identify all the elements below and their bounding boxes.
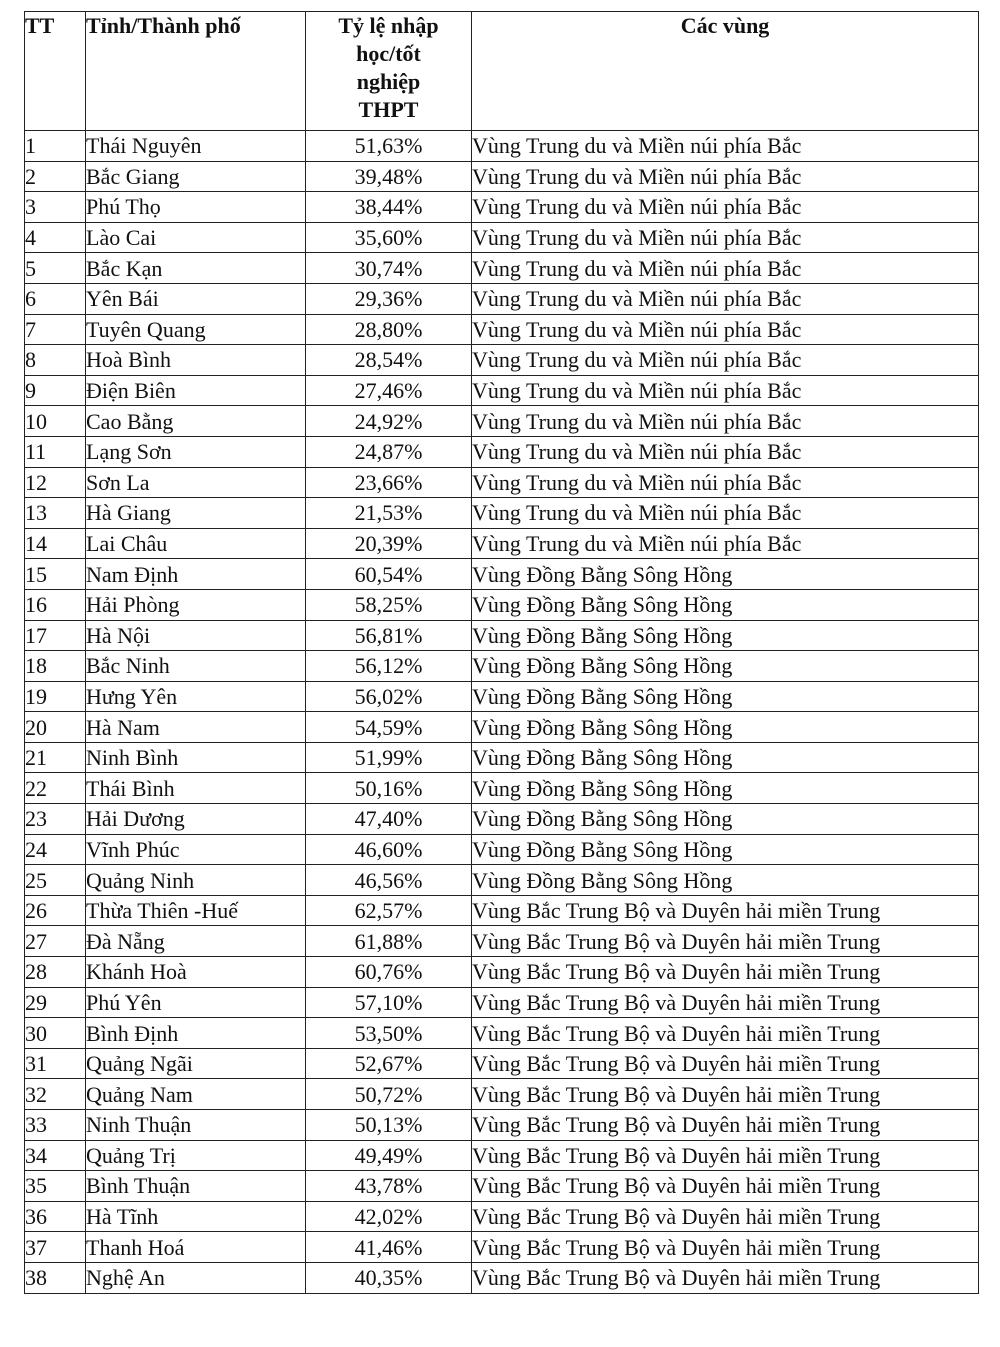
- cell-province: Ninh Thuận: [86, 1110, 306, 1141]
- header-rate-line: nghiệp: [356, 69, 421, 94]
- cell-rate: 38,44%: [306, 192, 472, 223]
- cell-region: Vùng Trung du và Miền núi phía Bắc: [472, 161, 979, 192]
- header-tt: TT: [25, 12, 86, 131]
- cell-province: Hải Dương: [86, 804, 306, 835]
- cell-province: Bình Định: [86, 1018, 306, 1049]
- cell-region: Vùng Trung du và Miền núi phía Bắc: [472, 498, 979, 529]
- cell-tt: 30: [25, 1018, 86, 1049]
- cell-region: Vùng Bắc Trung Bộ và Duyên hải miền Trung: [472, 1140, 979, 1171]
- cell-region: Vùng Trung du và Miền núi phía Bắc: [472, 253, 979, 284]
- cell-province: Quảng Nam: [86, 1079, 306, 1110]
- cell-province: Phú Thọ: [86, 192, 306, 223]
- table-row: [25, 192, 979, 223]
- table-row: [25, 742, 979, 773]
- cell-province: Sơn La: [86, 467, 306, 498]
- table-row: [25, 253, 979, 284]
- cell-province: Khánh Hoà: [86, 957, 306, 988]
- cell-province: Phú Yên: [86, 987, 306, 1018]
- table-row: [25, 651, 979, 682]
- cell-province: Tuyên Quang: [86, 314, 306, 345]
- cell-province: Nghệ An: [86, 1262, 306, 1293]
- cell-rate: 41,46%: [306, 1232, 472, 1263]
- cell-region: Vùng Trung du và Miền núi phía Bắc: [472, 436, 979, 467]
- cell-region: Vùng Trung du và Miền núi phía Bắc: [472, 467, 979, 498]
- cell-province: Hà Nội: [86, 620, 306, 651]
- cell-region: Vùng Trung du và Miền núi phía Bắc: [472, 131, 979, 162]
- cell-province: Thừa Thiên -Huế: [86, 895, 306, 926]
- table-body: [25, 131, 979, 1294]
- cell-rate: 58,25%: [306, 589, 472, 620]
- cell-rate: 39,48%: [306, 161, 472, 192]
- table-row: [25, 589, 979, 620]
- cell-rate: 47,40%: [306, 804, 472, 835]
- table-row: [25, 375, 979, 406]
- cell-region: Vùng Bắc Trung Bộ và Duyên hải miền Trung: [472, 1201, 979, 1232]
- table-row: [25, 467, 979, 498]
- table-row: [25, 1018, 979, 1049]
- table-row: [25, 957, 979, 988]
- cell-rate: 56,02%: [306, 681, 472, 712]
- cell-tt: 8: [25, 345, 86, 376]
- cell-rate: 21,53%: [306, 498, 472, 529]
- cell-rate: 43,78%: [306, 1171, 472, 1202]
- cell-rate: 57,10%: [306, 987, 472, 1018]
- cell-tt: 29: [25, 987, 86, 1018]
- table-row: [25, 1201, 979, 1232]
- cell-tt: 18: [25, 651, 86, 682]
- cell-province: Quảng Ngãi: [86, 1048, 306, 1079]
- cell-region: Vùng Đồng Bằng Sông Hồng: [472, 620, 979, 651]
- cell-rate: 51,99%: [306, 742, 472, 773]
- table-row: [25, 773, 979, 804]
- cell-province: Lạng Sơn: [86, 436, 306, 467]
- cell-tt: 23: [25, 804, 86, 835]
- cell-tt: 38: [25, 1262, 86, 1293]
- cell-province: Bắc Kạn: [86, 253, 306, 284]
- table-row: [25, 314, 979, 345]
- cell-tt: 9: [25, 375, 86, 406]
- cell-region: Vùng Đồng Bằng Sông Hồng: [472, 651, 979, 682]
- cell-tt: 33: [25, 1110, 86, 1141]
- cell-rate: 46,56%: [306, 865, 472, 896]
- table-row: [25, 406, 979, 437]
- cell-rate: 24,87%: [306, 436, 472, 467]
- cell-rate: 49,49%: [306, 1140, 472, 1171]
- cell-rate: 28,54%: [306, 345, 472, 376]
- table-header: [25, 12, 979, 131]
- cell-rate: 56,12%: [306, 651, 472, 682]
- header-row: [25, 12, 979, 131]
- cell-province: Thanh Hoá: [86, 1232, 306, 1263]
- cell-province: Hưng Yên: [86, 681, 306, 712]
- cell-region: Vùng Đồng Bằng Sông Hồng: [472, 559, 979, 590]
- cell-province: Lai Châu: [86, 528, 306, 559]
- cell-tt: 3: [25, 192, 86, 223]
- cell-province: Thái Bình: [86, 773, 306, 804]
- table-row: [25, 345, 979, 376]
- cell-tt: 25: [25, 865, 86, 896]
- table-row: [25, 1140, 979, 1171]
- cell-rate: 61,88%: [306, 926, 472, 957]
- header-rate: [306, 12, 472, 131]
- cell-tt: 22: [25, 773, 86, 804]
- cell-region: Vùng Đồng Bằng Sông Hồng: [472, 865, 979, 896]
- cell-region: Vùng Bắc Trung Bộ và Duyên hải miền Trung: [472, 987, 979, 1018]
- cell-tt: 17: [25, 620, 86, 651]
- header-rate-line: học/tốt: [356, 41, 421, 66]
- cell-region: Vùng Đồng Bằng Sông Hồng: [472, 742, 979, 773]
- cell-rate: 60,54%: [306, 559, 472, 590]
- cell-rate: 50,72%: [306, 1079, 472, 1110]
- cell-tt: 11: [25, 436, 86, 467]
- table-row: [25, 926, 979, 957]
- cell-region: Vùng Trung du và Miền núi phía Bắc: [472, 314, 979, 345]
- cell-tt: 13: [25, 498, 86, 529]
- cell-tt: 10: [25, 406, 86, 437]
- table-row: [25, 436, 979, 467]
- cell-region: Vùng Trung du và Miền núi phía Bắc: [472, 192, 979, 223]
- cell-province: Điện Biên: [86, 375, 306, 406]
- cell-province: Thái Nguyên: [86, 131, 306, 162]
- cell-region: Vùng Đồng Bằng Sông Hồng: [472, 712, 979, 743]
- cell-region: Vùng Đồng Bằng Sông Hồng: [472, 589, 979, 620]
- header-province: Tỉnh/Thành phố: [86, 12, 306, 131]
- cell-province: Bình Thuận: [86, 1171, 306, 1202]
- table-row: [25, 895, 979, 926]
- cell-tt: 21: [25, 742, 86, 773]
- cell-tt: 36: [25, 1201, 86, 1232]
- cell-tt: 37: [25, 1232, 86, 1263]
- cell-region: Vùng Trung du và Miền núi phía Bắc: [472, 406, 979, 437]
- cell-rate: 52,67%: [306, 1048, 472, 1079]
- cell-rate: 29,36%: [306, 283, 472, 314]
- cell-tt: 31: [25, 1048, 86, 1079]
- cell-region: Vùng Bắc Trung Bộ và Duyên hải miền Trung: [472, 1262, 979, 1293]
- cell-tt: 6: [25, 283, 86, 314]
- cell-province: Bắc Giang: [86, 161, 306, 192]
- table-row: [25, 865, 979, 896]
- cell-rate: 54,59%: [306, 712, 472, 743]
- cell-province: Vĩnh Phúc: [86, 834, 306, 865]
- cell-region: Vùng Bắc Trung Bộ và Duyên hải miền Trung: [472, 926, 979, 957]
- cell-rate: 27,46%: [306, 375, 472, 406]
- cell-province: Quảng Trị: [86, 1140, 306, 1171]
- cell-rate: 50,16%: [306, 773, 472, 804]
- cell-tt: 20: [25, 712, 86, 743]
- cell-province: Nam Định: [86, 559, 306, 590]
- table-row: [25, 222, 979, 253]
- table-row: [25, 1079, 979, 1110]
- table-row: [25, 528, 979, 559]
- table-row: [25, 131, 979, 162]
- cell-region: Vùng Bắc Trung Bộ và Duyên hải miền Trung: [472, 1171, 979, 1202]
- table-row: [25, 498, 979, 529]
- table-row: [25, 1110, 979, 1141]
- table-row: [25, 834, 979, 865]
- header-region: Các vùng: [472, 12, 979, 131]
- table-row: [25, 1232, 979, 1263]
- cell-tt: 28: [25, 957, 86, 988]
- cell-region: Vùng Bắc Trung Bộ và Duyên hải miền Trung: [472, 1110, 979, 1141]
- cell-province: Hải Phòng: [86, 589, 306, 620]
- cell-rate: 23,66%: [306, 467, 472, 498]
- cell-tt: 26: [25, 895, 86, 926]
- cell-province: Lào Cai: [86, 222, 306, 253]
- cell-region: Vùng Đồng Bằng Sông Hồng: [472, 804, 979, 835]
- cell-tt: 35: [25, 1171, 86, 1202]
- cell-tt: 1: [25, 131, 86, 162]
- cell-region: Vùng Đồng Bằng Sông Hồng: [472, 681, 979, 712]
- cell-tt: 32: [25, 1079, 86, 1110]
- cell-region: Vùng Bắc Trung Bộ và Duyên hải miền Trung: [472, 895, 979, 926]
- cell-tt: 15: [25, 559, 86, 590]
- cell-tt: 2: [25, 161, 86, 192]
- cell-province: Hà Giang: [86, 498, 306, 529]
- cell-tt: 5: [25, 253, 86, 284]
- table-row: [25, 1171, 979, 1202]
- cell-rate: 60,76%: [306, 957, 472, 988]
- enrollment-rate-table: [24, 11, 979, 1294]
- cell-rate: 20,39%: [306, 528, 472, 559]
- cell-rate: 35,60%: [306, 222, 472, 253]
- table-row: [25, 161, 979, 192]
- cell-tt: 12: [25, 467, 86, 498]
- cell-region: Vùng Trung du và Miền núi phía Bắc: [472, 375, 979, 406]
- cell-region: Vùng Trung du và Miền núi phía Bắc: [472, 345, 979, 376]
- cell-region: Vùng Bắc Trung Bộ và Duyên hải miền Trung: [472, 1232, 979, 1263]
- cell-tt: 24: [25, 834, 86, 865]
- cell-rate: 50,13%: [306, 1110, 472, 1141]
- table-row: [25, 804, 979, 835]
- cell-rate: 40,35%: [306, 1262, 472, 1293]
- cell-rate: 30,74%: [306, 253, 472, 284]
- cell-rate: 62,57%: [306, 895, 472, 926]
- cell-tt: 34: [25, 1140, 86, 1171]
- cell-tt: 14: [25, 528, 86, 559]
- cell-tt: 27: [25, 926, 86, 957]
- table-row: [25, 987, 979, 1018]
- cell-rate: 56,81%: [306, 620, 472, 651]
- cell-region: Vùng Bắc Trung Bộ và Duyên hải miền Trung: [472, 957, 979, 988]
- cell-rate: 28,80%: [306, 314, 472, 345]
- header-rate-line: Tỷ lệ nhập: [338, 13, 439, 38]
- cell-province: Bắc Ninh: [86, 651, 306, 682]
- header-rate-line: THPT: [358, 97, 419, 122]
- table-row: [25, 559, 979, 590]
- cell-province: Ninh Bình: [86, 742, 306, 773]
- cell-tt: 7: [25, 314, 86, 345]
- cell-province: Hà Nam: [86, 712, 306, 743]
- cell-province: Hà Tĩnh: [86, 1201, 306, 1232]
- cell-province: Đà Nẵng: [86, 926, 306, 957]
- cell-province: Yên Bái: [86, 283, 306, 314]
- cell-region: Vùng Trung du và Miền núi phía Bắc: [472, 528, 979, 559]
- cell-rate: 42,02%: [306, 1201, 472, 1232]
- cell-province: Quảng Ninh: [86, 865, 306, 896]
- table-row: [25, 283, 979, 314]
- cell-province: Cao Bằng: [86, 406, 306, 437]
- cell-region: Vùng Trung du và Miền núi phía Bắc: [472, 222, 979, 253]
- cell-tt: 19: [25, 681, 86, 712]
- table-row: [25, 620, 979, 651]
- cell-region: Vùng Đồng Bằng Sông Hồng: [472, 834, 979, 865]
- cell-province: Hoà Bình: [86, 345, 306, 376]
- table-row: [25, 712, 979, 743]
- cell-rate: 24,92%: [306, 406, 472, 437]
- cell-region: Vùng Đồng Bằng Sông Hồng: [472, 773, 979, 804]
- cell-region: Vùng Bắc Trung Bộ và Duyên hải miền Trung: [472, 1079, 979, 1110]
- table-row: [25, 681, 979, 712]
- cell-tt: 4: [25, 222, 86, 253]
- cell-region: Vùng Bắc Trung Bộ và Duyên hải miền Trung: [472, 1048, 979, 1079]
- table-row: [25, 1048, 979, 1079]
- cell-region: Vùng Trung du và Miền núi phía Bắc: [472, 283, 979, 314]
- cell-rate: 53,50%: [306, 1018, 472, 1049]
- table-row: [25, 1262, 979, 1293]
- cell-region: Vùng Bắc Trung Bộ và Duyên hải miền Trung: [472, 1018, 979, 1049]
- cell-rate: 51,63%: [306, 131, 472, 162]
- cell-tt: 16: [25, 589, 86, 620]
- cell-rate: 46,60%: [306, 834, 472, 865]
